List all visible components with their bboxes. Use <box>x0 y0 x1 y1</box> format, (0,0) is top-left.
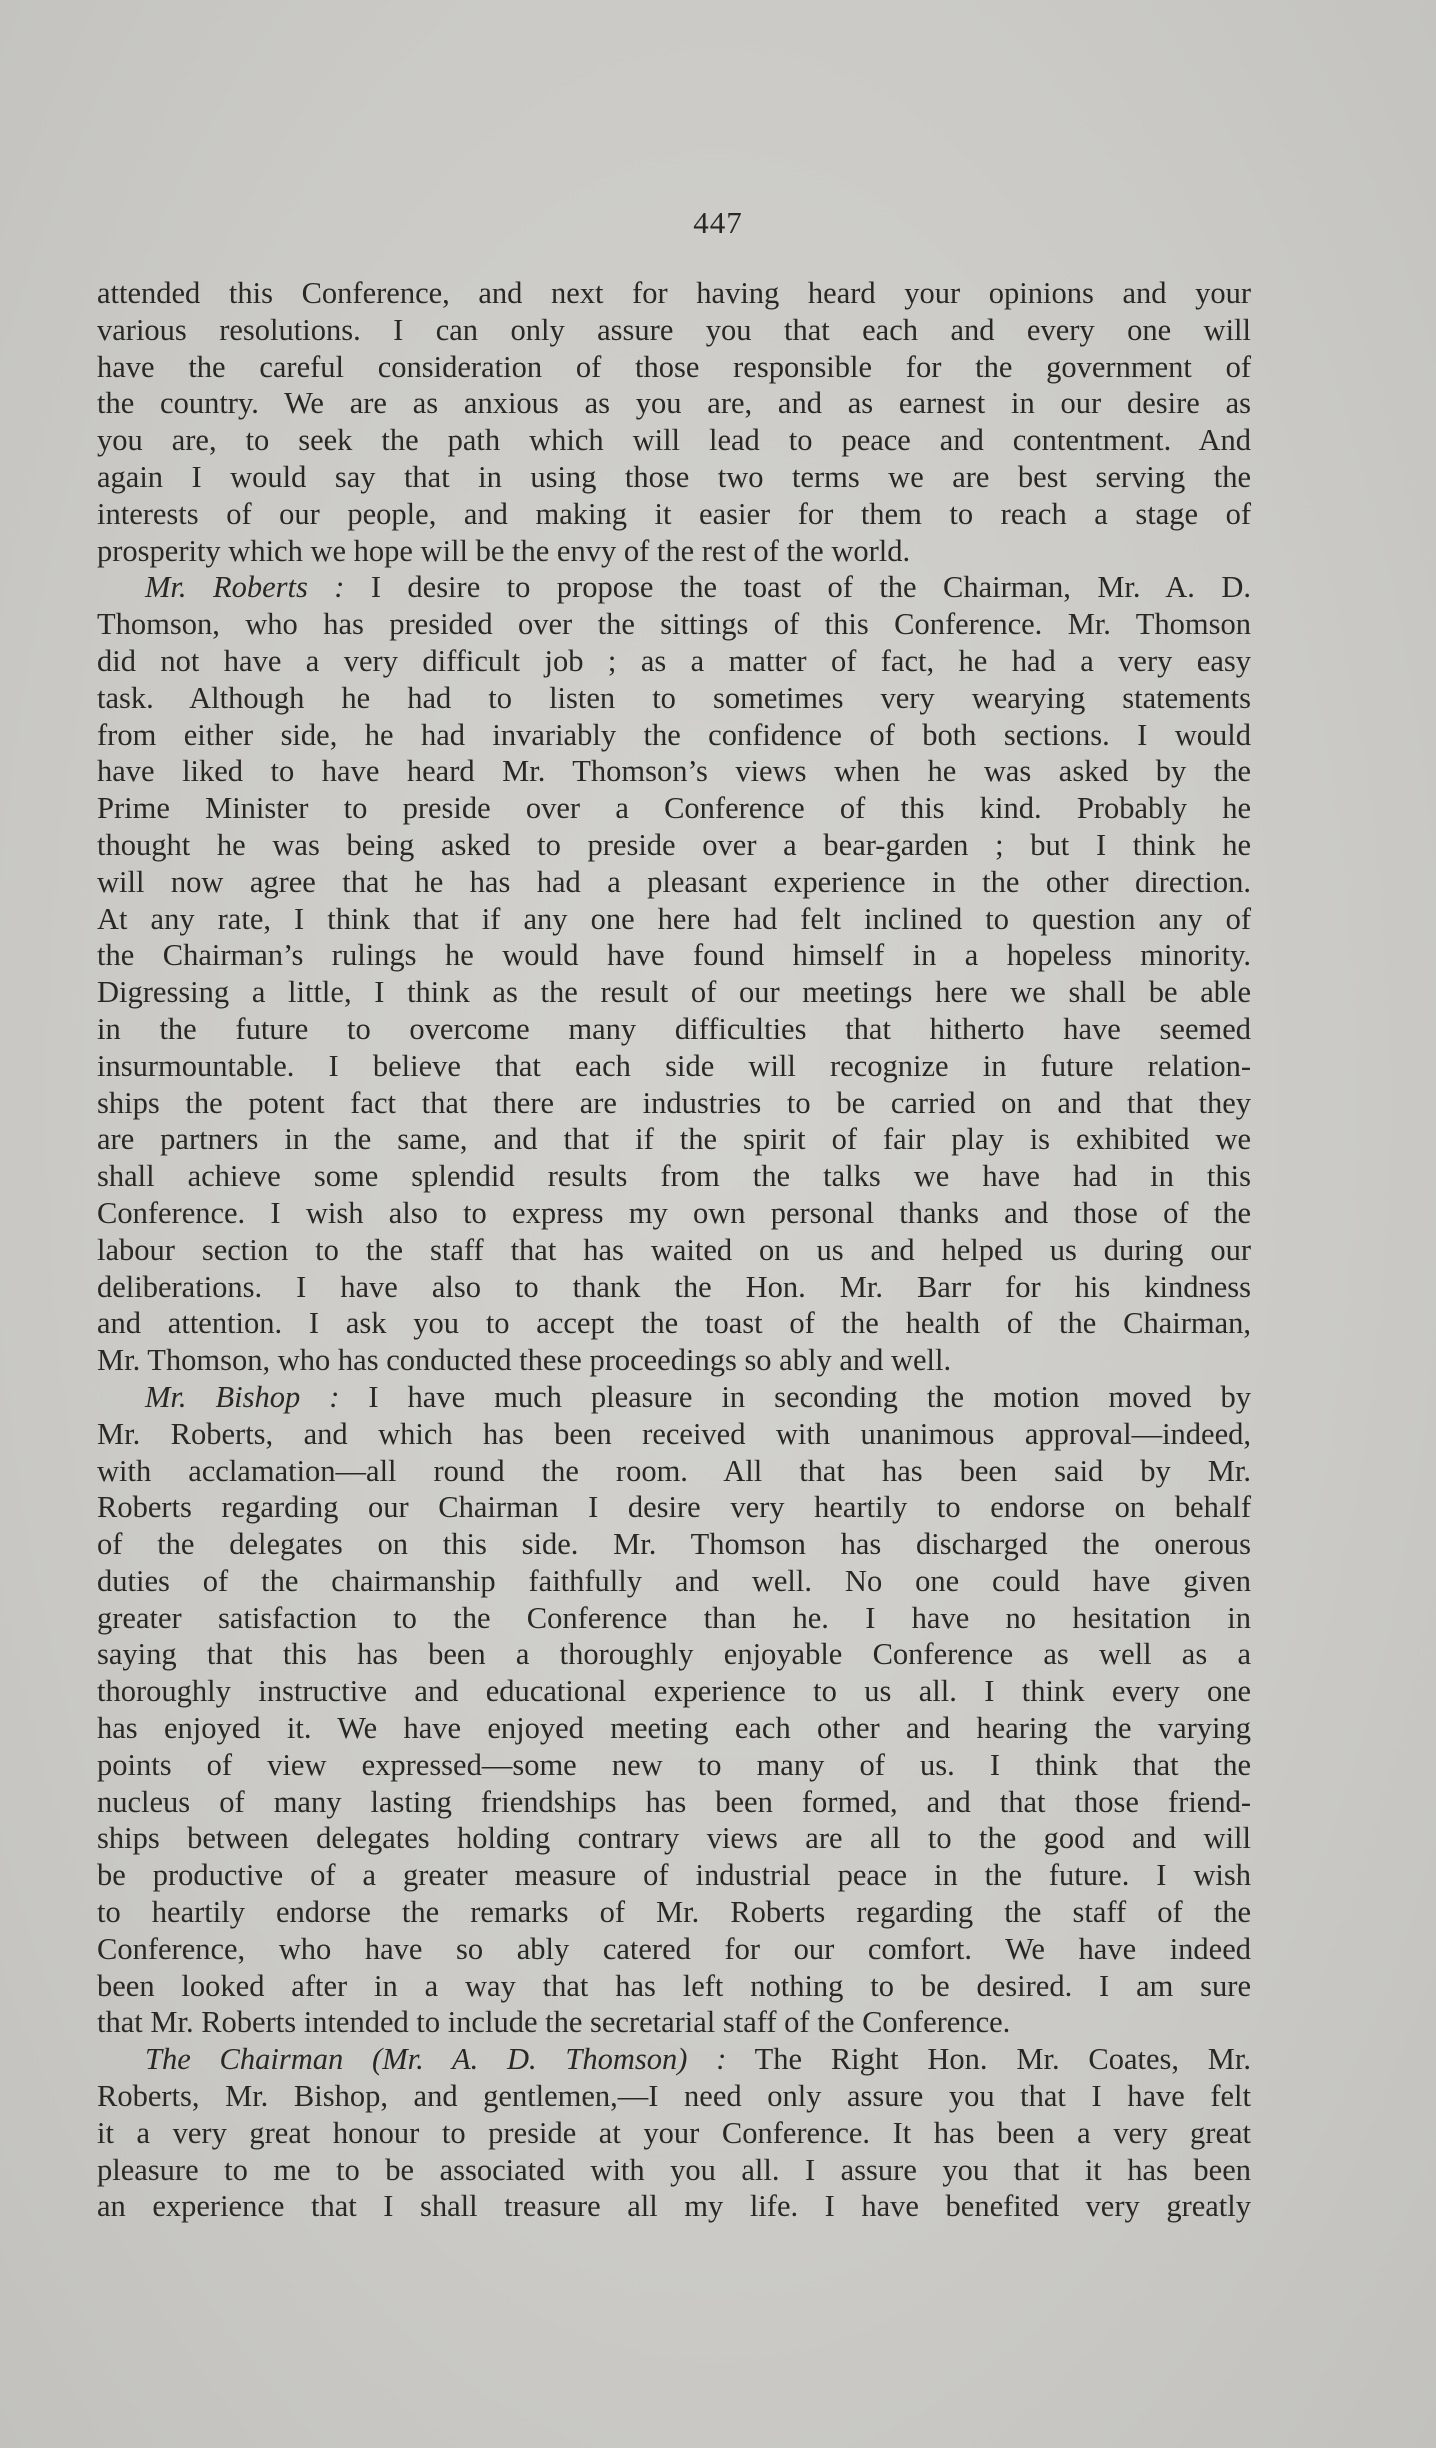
speaker-line <box>97 569 1251 606</box>
text-line: ships between delegates holding contrary views are all to the good and will <box>97 1821 1251 1856</box>
text-line: Prime Minister to preside over a Conference of this kind. Probably he <box>97 791 1251 826</box>
text-line: of the delegates on this side. Mr. Thomson has discharged the onerous <box>97 1527 1251 1562</box>
text-line: the country. We are as anxious as you are, and as earnest in our desire as <box>97 386 1251 421</box>
text-line: duties of the chairmanship faithfully and well. No one could have given <box>97 1563 1251 1598</box>
text-line: will now agree that he has had a pleasant experience in the other direction. <box>97 864 1251 899</box>
paragraph-1 <box>97 275 1251 569</box>
speaker-line <box>97 1379 1251 1416</box>
text-line: insurmountable. I believe that each side will recognize in future relation- <box>97 1048 1251 1083</box>
speaker-text: I desire to propose the toast of the Chairman, Mr. A. D. <box>344 570 1251 605</box>
text-line: and attention. I ask you to accept the toast of the health of the Chairman, <box>97 1306 1251 1341</box>
text-line: that Mr. Roberts intended to include the secretarial staff of the Conference. <box>97 2005 1011 2040</box>
text-line: an experience that I shall treasure all my life. I have benefited very greatly <box>97 2189 1251 2224</box>
text-line: greater satisfaction to the Conference than he. I have no hesitation in <box>97 1600 1251 1635</box>
text-line: prosperity which we hope will be the envy of the rest of the world. <box>97 533 911 568</box>
text-line: Roberts, Mr. Bishop, and gentlemen,—I need only assure you that I have felt <box>97 2079 1251 2114</box>
text-line: have the careful consideration of those responsible for the government of <box>97 349 1251 384</box>
text-line: has enjoyed it. We have enjoyed meeting each other and hearing the varying <box>97 1711 1251 1746</box>
text-line: again I would say that in using those two terms we are best serving the <box>97 459 1251 494</box>
text-line: Roberts regarding our Chairman I desire very heartily to endorse on behalf <box>97 1490 1251 1525</box>
text-line: attended this Conference, and next for having heard your opinions and your <box>97 276 1251 310</box>
text-line: been looked after in a way that has left nothing to be desired. I am sure <box>97 1968 1251 2003</box>
text-line: thoroughly instructive and educational experience to us all. I think every one <box>97 1674 1251 1709</box>
text-line: nucleus of many lasting friendships has been formed, and that those friend- <box>97 1784 1251 1819</box>
speaker-text: I have much pleasure in seconding the motion moved by <box>339 1379 1251 1414</box>
paragraph-chairman <box>97 2041 1251 2225</box>
text-line: points of view expressed—some new to many of us. I think that the <box>97 1747 1251 1782</box>
text-line: did not have a very difficult job ; as a matter of fact, he had a very easy <box>97 643 1251 678</box>
text-line: ships the potent fact that there are industries to be carried on and that they <box>97 1085 1251 1120</box>
speaker-text: The Right Hon. Mr. Coates, Mr. <box>726 2042 1251 2077</box>
text-line: pleasure to me to be associated with you all. I assure you that it has been <box>97 2152 1251 2187</box>
page-number: 447 <box>693 205 743 240</box>
text-line: Mr. Thomson, who has conducted these proceedings so ably and well. <box>97 1343 952 1378</box>
text-line: it a very great honour to preside at your Conference. It has been a very great <box>97 2115 1251 2150</box>
text-line: in the future to overcome many difficulties that hitherto have seemed <box>97 1011 1251 1046</box>
speaker-name: Mr. Bishop : <box>145 1379 340 1414</box>
text-line: various resolutions. I can only assure you that each and every one will <box>97 312 1251 347</box>
text-line: shall achieve some splendid results from the talks we have had in this <box>97 1159 1251 1194</box>
text-line: Mr. Roberts, and which has been received with unanimous approval—indeed, <box>97 1416 1251 1451</box>
speaker-name: Mr. Roberts : <box>145 570 345 605</box>
text-line: thought he was being asked to preside over a bear-garden ; but I think he <box>97 827 1251 862</box>
text-line: with acclamation—all round the room. All that has been said by Mr. <box>97 1453 1251 1488</box>
text-line: from either side, he had invariably the confidence of both sections. I would <box>97 717 1251 752</box>
text-line: At any rate, I think that if any one here had felt inclined to question any of <box>97 901 1251 936</box>
text-line: labour section to the staff that has waited on us and helped us during our <box>97 1232 1251 1267</box>
text-line: deliberations. I have also to thank the Hon. Mr. Barr for his kindness <box>97 1269 1251 1304</box>
paragraph-roberts <box>97 569 1251 1379</box>
text-line: to heartily endorse the remarks of Mr. Roberts regarding the staff of the <box>97 1895 1251 1930</box>
speaker-name: The Chairman (Mr. A. D. Thomson) : <box>145 2042 727 2077</box>
text-line: Conference. I wish also to express my own personal thanks and those of the <box>97 1195 1251 1230</box>
text-line: saying that this has been a thoroughly enjoyable Conference as well as a <box>97 1637 1251 1672</box>
text-line: Thomson, who has presided over the sittings of this Conference. Mr. Thomson <box>97 607 1251 642</box>
text-line: Conference, who have so ably catered for our comfort. We have indeed <box>97 1931 1251 1966</box>
text-line: task. Although he had to listen to sometimes very wearying statements <box>97 680 1251 715</box>
text-line: Digressing a little, I think as the result of our meetings here we shall be able <box>97 975 1251 1010</box>
text-line: be productive of a greater measure of industrial peace in the future. I wish <box>97 1858 1251 1893</box>
body-text <box>97 275 1251 2225</box>
text-line: you are, to seek the path which will lead to peace and contentment. And <box>97 423 1251 458</box>
text-line: interests of our people, and making it easier for them to reach a stage of <box>97 496 1251 531</box>
speaker-line <box>97 2041 1251 2078</box>
text-line: have liked to have heard Mr. Thomson’s views when he was asked by the <box>97 754 1251 789</box>
paragraph-bishop <box>97 1379 1251 2041</box>
text-line: are partners in the same, and that if the spirit of fair play is exhibited we <box>97 1122 1251 1157</box>
text-line: the Chairman’s rulings he would have found himself in a hopeless minority. <box>97 938 1251 973</box>
